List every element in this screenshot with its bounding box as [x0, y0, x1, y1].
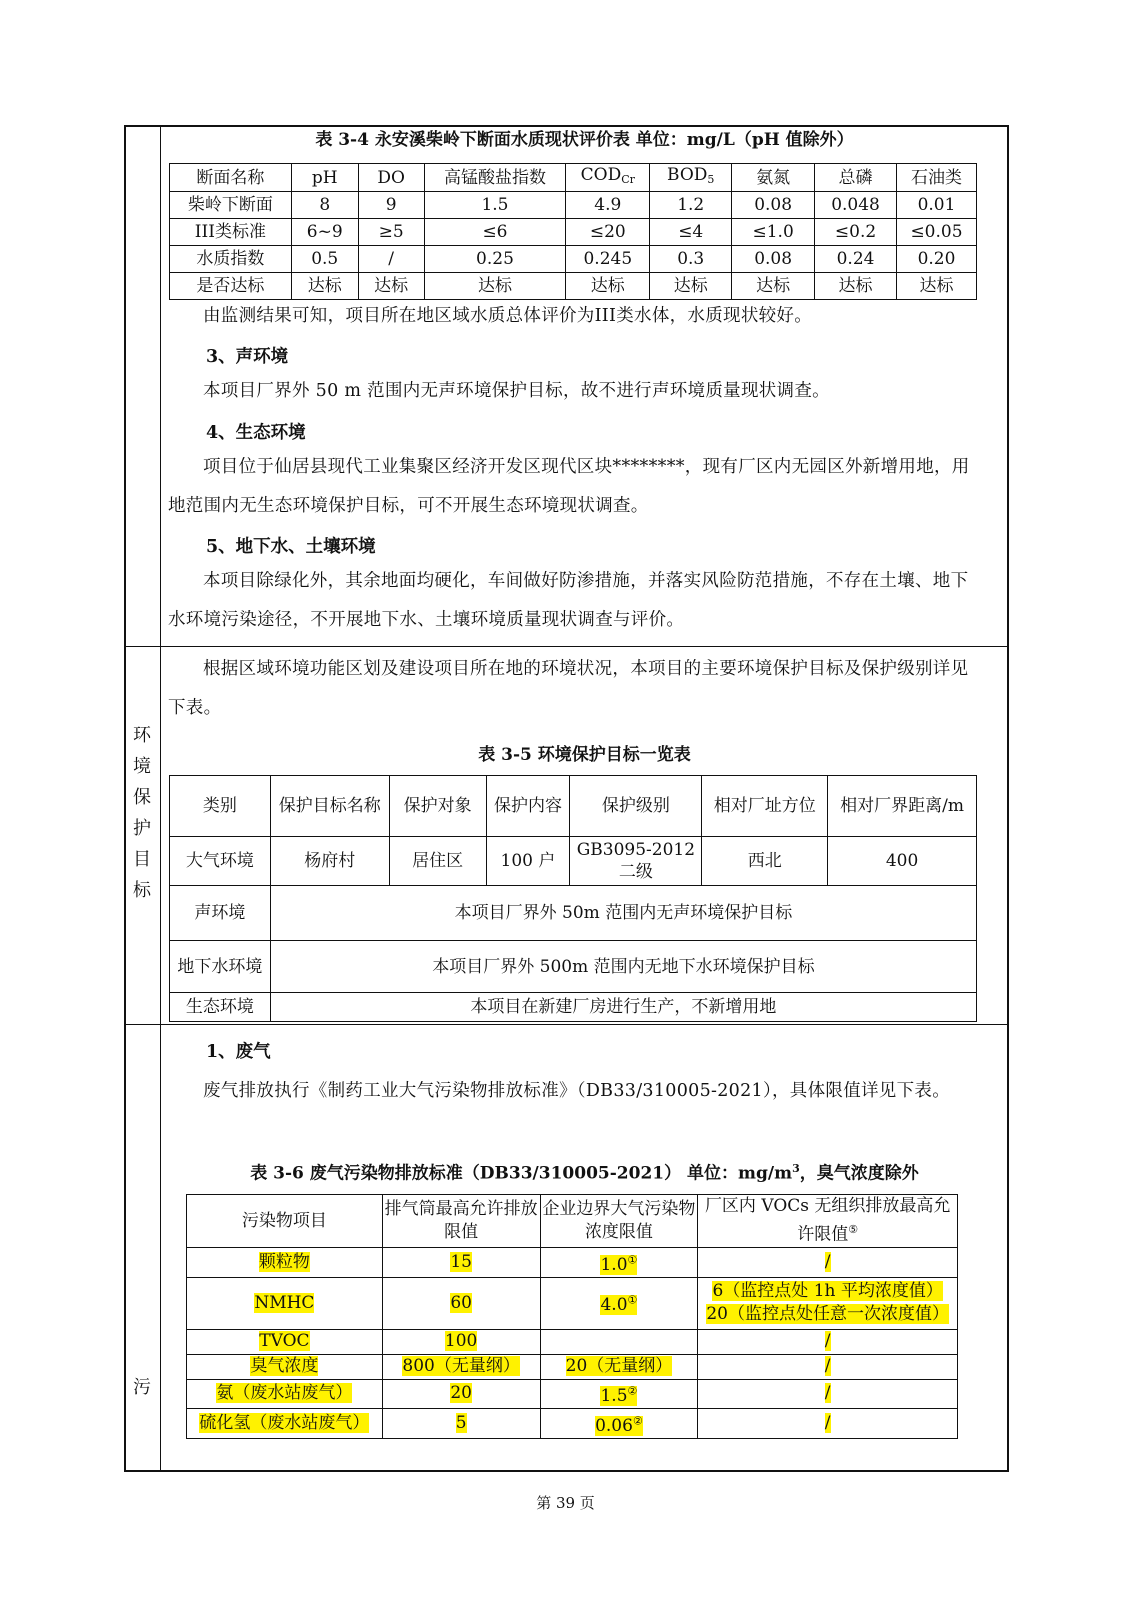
paragraph-protection-intro: 根据区域环境功能区划及建设项目所在地的环境状况，本项目的主要环境保护目标及保护级别详见下表。 [168, 659, 969, 718]
table-cell: 6（监控点处 1h 平均浓度值） 20（监控点处任意一次浓度值） [698, 1277, 958, 1329]
table-cell: 4.0① [540, 1277, 698, 1329]
table-cell: 西北 [702, 837, 828, 886]
table-cell: / [698, 1354, 958, 1379]
table-cell: 60 [382, 1277, 540, 1329]
table-cell: ≥5 [358, 219, 424, 246]
table-cell: 1.2 [650, 192, 732, 219]
table-cell [540, 1329, 698, 1354]
table-cell: 0.08 [732, 246, 815, 273]
table-row [187, 1277, 958, 1329]
table-cell: 20 [382, 1379, 540, 1409]
table-row [170, 886, 977, 941]
table-cell: 800（无量纲） [382, 1354, 540, 1379]
paragraph-ecology: 项目位于仙居县现代工业集聚区经济开发区现代区块********，现有厂区内无园区外新增用地，用地范围内无生态环境保护目标，可不开展生态环境现状调查。 [168, 457, 970, 516]
table-cell: 本项目厂界外 500m 范围内无地下水环境保护目标 [270, 941, 976, 993]
table-header-row [187, 1195, 958, 1248]
table-cell: 0.245 [566, 246, 650, 273]
table-row [187, 1354, 958, 1379]
table-cell: 柴岭下断面 [170, 192, 292, 219]
side-label-protection-targets: 环 境 保 护 目 标 [133, 725, 151, 901]
table-row [170, 993, 977, 1022]
table-cell: 达标 [650, 273, 732, 300]
table-cell: 地下水环境 [170, 941, 271, 993]
header-cell: 类别 [170, 776, 271, 837]
header-cell: 断面名称 [170, 164, 292, 192]
table-cell: 100 [382, 1329, 540, 1354]
table-cell: 臭气浓度 [187, 1354, 383, 1379]
table-row [170, 219, 977, 246]
header-cell: 企业边界大气污染物浓度限值 [540, 1195, 698, 1248]
table-cell: / [698, 1379, 958, 1409]
table-3-6 [186, 1194, 958, 1439]
table-cell: 达标 [566, 273, 650, 300]
table-cell: 生态环境 [170, 993, 271, 1022]
table-cell: 达标 [897, 273, 977, 300]
table-row [187, 1409, 958, 1439]
table-cell: 硫化氢（废水站废气） [187, 1409, 383, 1439]
header-cell: 氨氮 [732, 164, 815, 192]
paragraph-water-quality: 由监测结果可知，项目所在地区域水质总体评价为III类水体，水质现状较好。 [203, 306, 813, 326]
table-cell: 本项目在新建厂房进行生产，不新增用地 [270, 993, 976, 1022]
table-cell: III类标准 [170, 219, 292, 246]
table-row [170, 837, 977, 886]
paragraph-exhaust: 废气排放执行《制药工业大气污染物排放标准》（DB33/310005-2021），具体限值详见下表。 [203, 1081, 951, 1101]
header-cell: DO [358, 164, 424, 192]
table-cell: 0.01 [897, 192, 977, 219]
table-cell: 本项目厂界外 50m 范围内无声环境保护目标 [270, 886, 976, 941]
table-cell: 氨（废水站废气） [187, 1379, 383, 1409]
table-cell: 达标 [291, 273, 358, 300]
header-cell: 相对厂址方位 [702, 776, 828, 837]
table-cell: 1.5② [540, 1379, 698, 1409]
table-row [170, 192, 977, 219]
table-cell: NMHC [187, 1277, 383, 1329]
row-divider-1 [124, 646, 1009, 647]
header-cell: 总磷 [815, 164, 897, 192]
table-header-row [170, 164, 977, 192]
table-cell: 是否达标 [170, 273, 292, 300]
table-cell: / [698, 1409, 958, 1439]
table-3-6-caption: 表 3-6 废气污染物排放标准（DB33/310005-2021） 单位：$mg/m^3$，臭气浓度除外 [250, 1162, 919, 1184]
header-cell: 保护内容 [486, 776, 570, 837]
table-cell: 0.5 [291, 246, 358, 273]
table-cell: 100 户 [486, 837, 570, 886]
table-cell: 4.9 [566, 192, 650, 219]
table-3-4 [169, 163, 977, 300]
header-cell: $BOD_5$ [650, 164, 732, 192]
header-cell: 保护级别 [570, 776, 702, 837]
column-divider [160, 125, 161, 1472]
header-cell: 排气筒最高允许排放限值 [382, 1195, 540, 1248]
table-cell: 400 [828, 837, 977, 886]
paragraph-noise: 本项目厂界外 50 m 范围内无声环境保护目标，故不进行声环境质量现状调查。 [203, 381, 830, 401]
table-cell: 0.3 [650, 246, 732, 273]
table-cell: 声环境 [170, 886, 271, 941]
table-cell: 0.08 [732, 192, 815, 219]
table-cell: ≤4 [650, 219, 732, 246]
table-cell: 15 [382, 1248, 540, 1278]
table-cell: TVOC [187, 1329, 383, 1354]
table-cell: 大气环境 [170, 837, 271, 886]
table-cell: 0.25 [424, 246, 566, 273]
table-cell: 0.24 [815, 246, 897, 273]
table-cell: / [358, 246, 424, 273]
table-cell: 0.20 [897, 246, 977, 273]
table-row [187, 1379, 958, 1409]
heading-noise: 3、声环境 [206, 347, 289, 367]
table-cell: 达标 [732, 273, 815, 300]
heading-ecology: 4、生态环境 [206, 423, 306, 443]
table-row [170, 941, 977, 993]
table-cell: 8 [291, 192, 358, 219]
heading-groundwater: 5、地下水、土壤环境 [206, 537, 376, 557]
table-cell: / [698, 1329, 958, 1354]
table-row [170, 273, 977, 300]
header-cell: 污染物项目 [187, 1195, 383, 1248]
table-3-5-caption: 表 3-5 环境保护目标一览表 [478, 745, 691, 765]
table-cell: 9 [358, 192, 424, 219]
table-cell: 0.06② [540, 1409, 698, 1439]
header-cell: 保护目标名称 [270, 776, 389, 837]
table-cell: ≤20 [566, 219, 650, 246]
table-cell: 6~9 [291, 219, 358, 246]
side-label-pollution: 污 [133, 1377, 151, 1398]
table-cell: / [698, 1248, 958, 1278]
header-cell: pH [291, 164, 358, 192]
header-cell: 石油类 [897, 164, 977, 192]
table-cell: 杨府村 [270, 837, 389, 886]
header-cell: 高锰酸盐指数 [424, 164, 566, 192]
table-cell: 水质指数 [170, 246, 292, 273]
table-cell: GB3095-2012二级 [570, 837, 702, 886]
table-row [170, 246, 977, 273]
table-header-row [170, 776, 977, 837]
table-3-4-caption: 表 3-4 永安溪柴岭下断面水质现状评价表 单位：mg/L（pH 值除外） [315, 130, 854, 150]
table-cell: 达标 [358, 273, 424, 300]
table-row [187, 1329, 958, 1354]
table-cell: 1.0① [540, 1248, 698, 1278]
table-row [187, 1248, 958, 1278]
table-cell: ≤1.0 [732, 219, 815, 246]
table-cell: 20（无量纲） [540, 1354, 698, 1379]
table-cell: ≤6 [424, 219, 566, 246]
paragraph-groundwater: 本项目除绿化外，其余地面均硬化，车间做好防渗措施，并落实风险防范措施，不存在土壤、地下水环境污染途径，不开展地下水、土壤环境质量现状调查与评价。 [168, 571, 969, 630]
table-cell: 居住区 [389, 837, 486, 886]
header-cell: 相对厂界距离/m [828, 776, 977, 837]
table-cell: 达标 [424, 273, 566, 300]
heading-exhaust: 1、废气 [206, 1042, 271, 1062]
row-divider-2 [124, 1024, 1009, 1025]
page-number: 第 39 页 [536, 1494, 595, 1512]
header-cell: 保护对象 [389, 776, 486, 837]
table-cell: 5 [382, 1409, 540, 1439]
header-cell: 厂区内 VOCs 无组织排放最高允许限值⑤ [698, 1195, 958, 1248]
table-cell: 0.048 [815, 192, 897, 219]
table-cell: ≤0.05 [897, 219, 977, 246]
table-cell: ≤0.2 [815, 219, 897, 246]
table-cell: 颗粒物 [187, 1248, 383, 1278]
header-cell: $COD_{Cr}$ [566, 164, 650, 192]
table-cell: 达标 [815, 273, 897, 300]
table-3-5 [169, 775, 977, 1022]
table-cell: 1.5 [424, 192, 566, 219]
